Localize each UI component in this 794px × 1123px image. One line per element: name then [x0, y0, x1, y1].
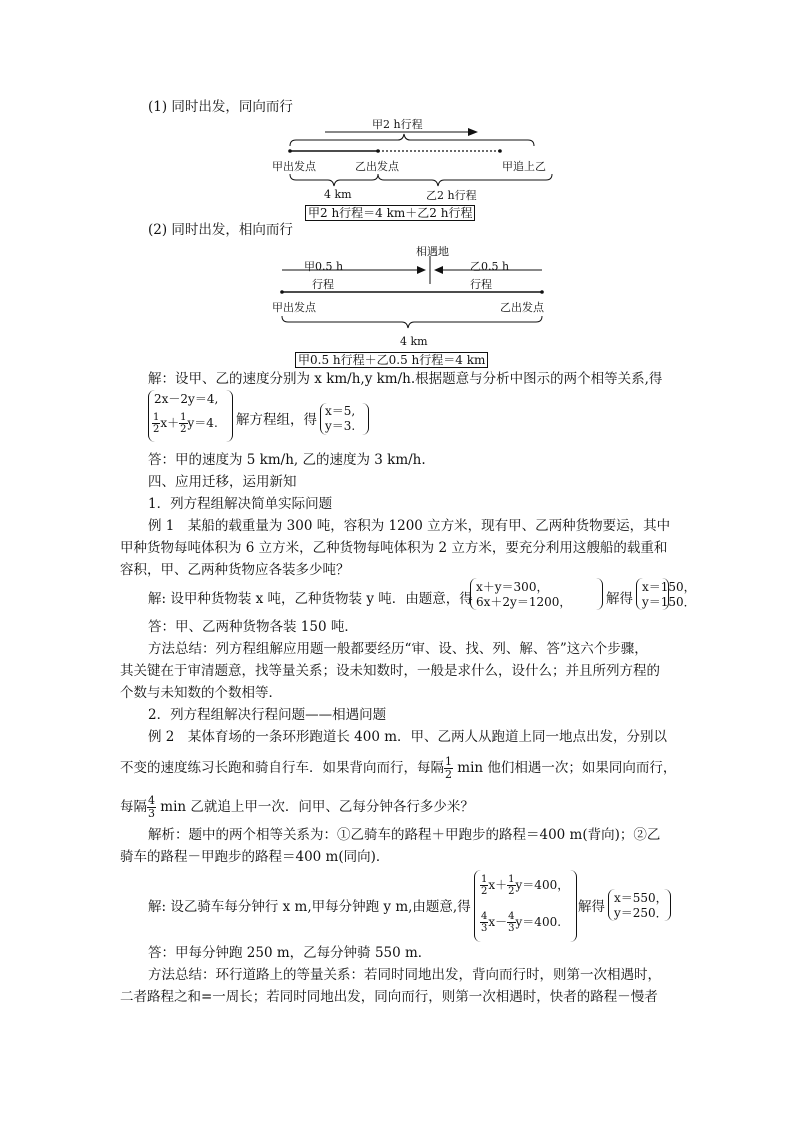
start-a-label: 甲出发点	[272, 160, 316, 173]
sol3-eq1: $\frac{1}{2}$ x＋ $\frac{1}{2}$ y＝400，	[481, 874, 570, 897]
start-a-label-2: 甲出发点	[272, 301, 316, 314]
subsection-1: 1．列方程组解决简单实际问题	[148, 496, 333, 512]
sol3-brace-right	[570, 870, 577, 942]
example1-line2: 甲种货物每吨体积为 6 立方米，乙种货物每吨体积为 2 立方米，要充分利用这艘船的载重和	[120, 540, 668, 556]
b-time-label: 乙0.5 h	[470, 260, 510, 273]
solution3-text: 解: 设乙骑车每分钟行 x m,甲每分钟跑 y m,由题意,得	[148, 899, 471, 915]
summary1-line3: 个数与未知数的个数相等．	[120, 685, 282, 701]
answer-2: 答：甲、乙两种货物各装 150 吨．	[148, 619, 358, 635]
example2-line1: 例 2 某体育场的一条环形跑道长 400 m．甲、乙两人从跑道上同一地点出发，分别以	[148, 729, 668, 745]
summary2-line1: 方法总结：环行道路上的等量关系：若同时同地出发，背向而行时，则第一次相遇时，	[148, 967, 661, 983]
summary2-line2: 二者路程之和=一周长；若同时同地出发，同向而行，则第一次相遇时，快者的路程－慢者	[120, 989, 658, 1005]
meeting-point-label: 相遇地	[416, 245, 449, 258]
distance-label: 4 km	[324, 188, 352, 201]
summary1-line2: 其关键在于审清题意，找等量关系；设未知数时，一般是求什么，设什么；并且所列方程的	[120, 663, 660, 679]
arrow-label: 甲2 h行程	[372, 118, 423, 131]
sol2-eq1: x＋y＝300，	[476, 580, 549, 594]
system-brace-right	[226, 390, 233, 442]
total-distance-label: 4 km	[400, 335, 428, 348]
equation-1: 2x－2y＝4,	[154, 392, 219, 406]
example1-line3: 容积，甲、乙两种货物应各装多少吨？	[120, 562, 350, 578]
a-time-label: 甲0.5 h	[304, 260, 344, 273]
catch-up-label: 甲追上乙	[502, 160, 546, 173]
part4-title: 四、应用迁移，运用新知	[148, 474, 297, 490]
solution1-line: 解：设甲、乙的速度分别为 x km/h,y km/h.根据题意与分析中图示的两个相等关系,得	[148, 371, 663, 387]
answer-3: 答：甲每分钟跑 250 m，乙每分钟骑 550 m．	[148, 945, 432, 961]
summary1-line1: 方法总结：列方程组解应用题一般都要经历“审、设、找、列、解、答”这六个步骤，	[148, 641, 648, 657]
sol3-result-y: y＝250．	[614, 906, 668, 920]
sol2-result-x: x＝150，	[642, 580, 696, 594]
sol2-solve-text: 解得	[606, 591, 633, 607]
sol3-result-brace-right	[664, 889, 671, 921]
sol2-result-y: y＝150．	[642, 595, 696, 609]
b-distance-label: 乙2 h行程	[426, 189, 477, 202]
subsection-2: 2．列方程组解决行程问题——相遇问题	[148, 707, 387, 723]
equation-2: $\frac{1}{2}$ x＋ $\frac{1}{2}$ y＝4.	[153, 412, 218, 435]
solution2-text: 解: 设甲种货物装 x 吨，乙种货物装 y 吨．由题意，得	[148, 591, 473, 607]
sol3-result-x: x＝550，	[614, 891, 668, 905]
result-y: y＝3.	[325, 419, 356, 433]
answer-1: 答：甲的速度为 5 km/h, 乙的速度为 3 km/h.	[148, 452, 426, 468]
example1-line1: 例 1 某船的载重量为 300 吨，容积为 1200 立方米，现有甲、乙两种货物要运，其中	[148, 518, 671, 534]
sol3-solve-text: 解得	[578, 899, 605, 915]
sol2-result-brace-right	[662, 578, 669, 610]
section1-heading: (1) 同时出发，同向而行	[148, 99, 293, 115]
sol3-eq2: $\frac{4}{3}$ x－ $\frac{4}{3}$ y＝400.	[481, 911, 562, 934]
section2-heading: (2) 同时出发，相向而行	[148, 222, 293, 238]
start-b-label: 乙出发点	[355, 160, 399, 173]
example2-line3: 每隔 $\frac{4}{3}$ min 乙就追上甲一次．问甲、乙每分钟各行多少米？	[120, 794, 474, 820]
example2-line2: 不变的速度练习长跑和骑自行车．如果背向而行，每隔 $\frac{1}{2}$ min 他们相遇一次；如果同向而行，	[120, 755, 677, 781]
start-b-label-2: 乙出发点	[500, 301, 544, 314]
analysis-line2: 骑车的路程－甲跑步的路程＝400 m(同向)．	[120, 849, 390, 865]
result-x: x＝5,	[325, 404, 356, 418]
solve-text: 解方程组，得	[236, 412, 317, 428]
b-distance-label-2: 行程	[470, 278, 492, 291]
result-brace-right	[362, 403, 369, 435]
relation-box-2: 甲0.5 h行程＋乙0.5 h行程＝4 km	[295, 352, 488, 368]
sol2-brace-right	[596, 578, 603, 610]
sol2-eq2: 6x＋2y＝1200，	[476, 595, 572, 609]
analysis-line1: 解析：题中的两个相等关系为：①乙骑车的路程＋甲跑步的路程＝400 m(背向)；②乙	[148, 827, 661, 843]
relation-box-1: 甲2 h行程＝4 km＋乙2 h行程	[305, 205, 475, 221]
a-distance-label: 行程	[312, 278, 334, 291]
